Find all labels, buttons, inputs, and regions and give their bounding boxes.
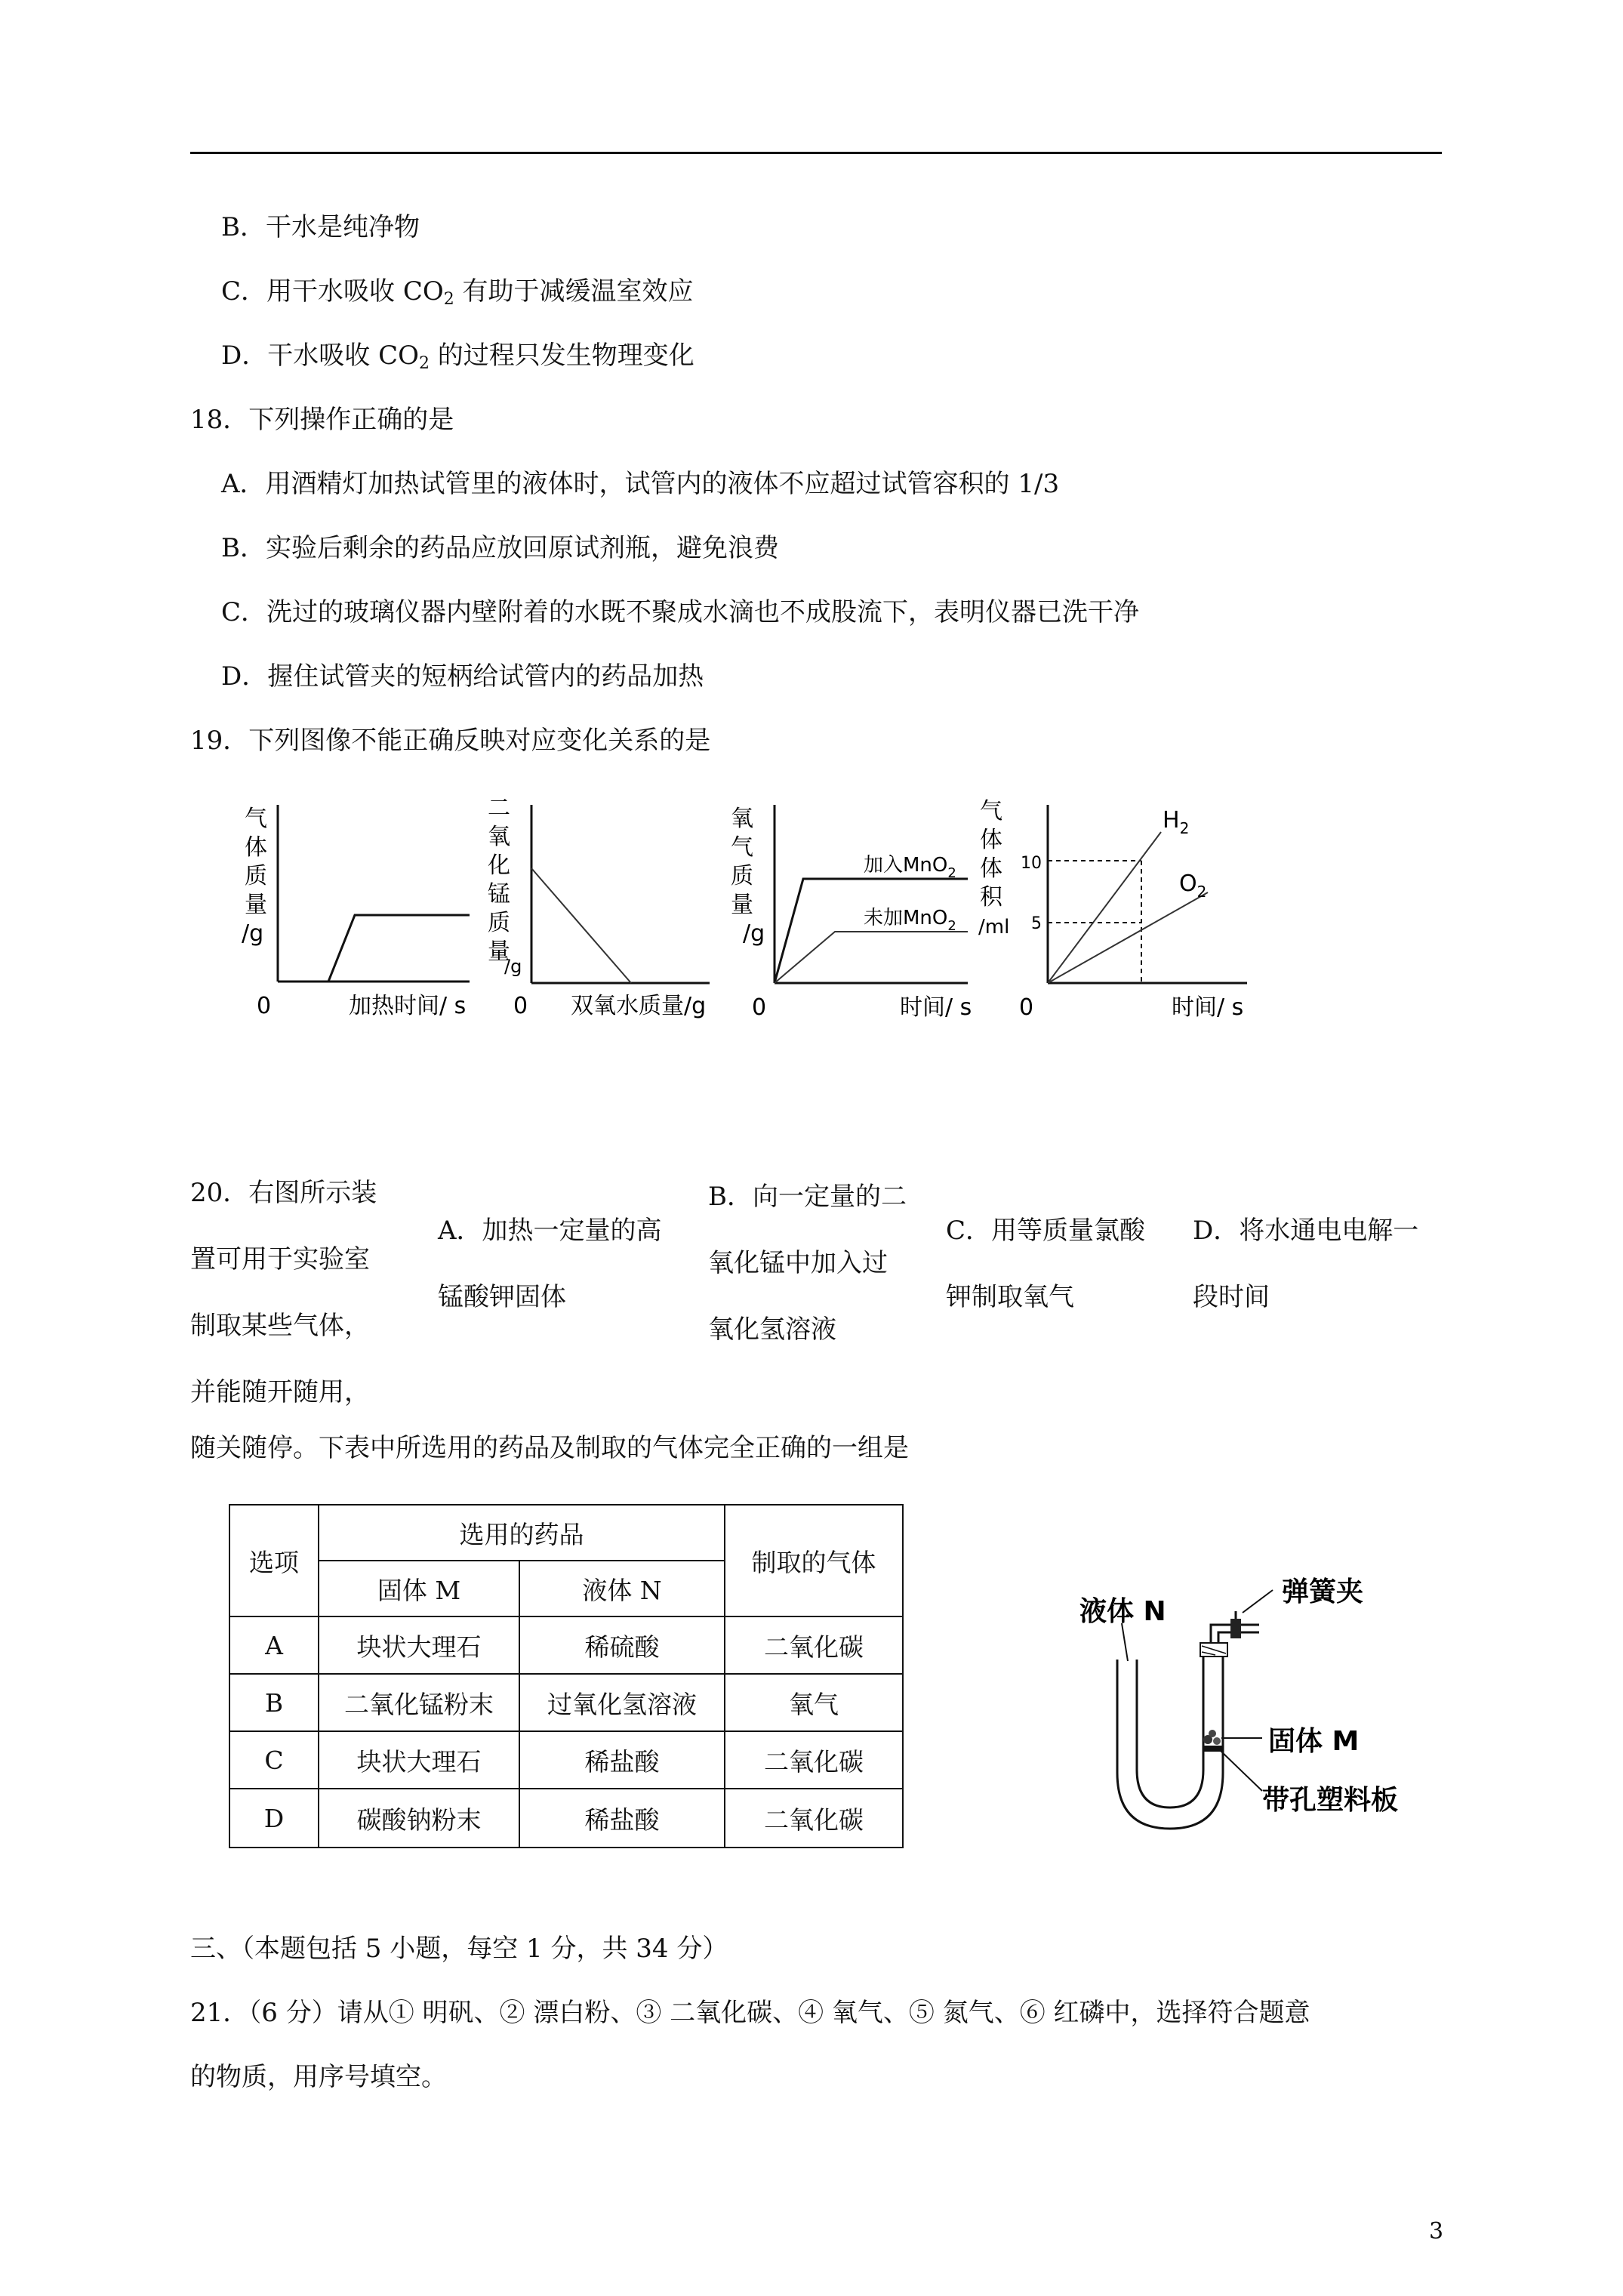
page-number: 3 bbox=[1429, 2218, 1444, 2245]
graph-2-ylabel-char: /g bbox=[504, 956, 522, 977]
graph-1-ylabel-char: 质 bbox=[245, 863, 267, 889]
graph-2-origin: 0 bbox=[513, 993, 528, 1019]
label-solid-m: 固体 M bbox=[1268, 1726, 1360, 1757]
q18-option-b: B．实验后剩余的药品应放回原试剂瓶，避免浪费 bbox=[221, 533, 779, 563]
graph-3-origin: 0 bbox=[752, 994, 767, 1021]
graph-3-curve-without-catalyst bbox=[775, 932, 968, 983]
graph-1-curve bbox=[278, 915, 470, 982]
u-tube-apparatus bbox=[1072, 1570, 1419, 1850]
q20-stem-tail: 随关随停。下表中所选用的药品及制取的气体完全正确的一组是 bbox=[190, 1433, 909, 1463]
graph-4-xlabel: 时间/ s bbox=[1172, 994, 1244, 1021]
q18-stem: 18．下列操作正确的是 bbox=[190, 405, 454, 435]
graph-2-ylabel-char: 量 bbox=[488, 938, 510, 965]
q19-caption-c: C．用等质量氯酸 钾制取氧气 bbox=[946, 1216, 1146, 1312]
graph-3-xlabel: 时间/ s bbox=[900, 994, 972, 1021]
graph-4-label-h2: $H_2$ bbox=[1163, 807, 1190, 837]
q17-option-b: B．干水是纯净物 bbox=[221, 212, 420, 242]
graph-2-ylabel-char: 氧 bbox=[488, 824, 510, 850]
graph-4-tick-10: 10 bbox=[1021, 854, 1042, 873]
graph-3-ylabel-char: 量 bbox=[731, 892, 753, 918]
q21-line-2: 的物质，用序号填空。 bbox=[190, 2062, 447, 2092]
graph-4-curve-h2 bbox=[1048, 832, 1161, 983]
graph-2-curve bbox=[531, 868, 631, 983]
graph-3-ylabel-char: /g bbox=[743, 920, 765, 947]
graph-1-ylabel-char: 气 bbox=[245, 806, 267, 832]
graph-3-ylabel-char: 质 bbox=[731, 863, 753, 889]
graph-2-ylabel-char: 锰 bbox=[488, 881, 510, 908]
graph-4-origin: 0 bbox=[1019, 994, 1034, 1021]
table-header-liquid: 液体 N bbox=[519, 1561, 725, 1616]
header-rule bbox=[190, 152, 1442, 154]
graph-1-ylabel-char: 体 bbox=[245, 834, 267, 861]
graph-3-ylabel bbox=[731, 806, 765, 947]
q18-option-a: A．用酒精灯加热试管里的液体时，试管内的液体不应超过试管容积的 1/3 bbox=[221, 469, 1060, 499]
label-perforated-plate: 带孔塑料板 bbox=[1262, 1785, 1399, 1816]
graph-2 bbox=[483, 793, 725, 1034]
label-liquid-n: 液体 N bbox=[1079, 1596, 1166, 1627]
table-row: D 碳酸钠粉末 稀盐酸 二氧化碳 bbox=[229, 1789, 903, 1848]
spring-clamp bbox=[1230, 1619, 1241, 1638]
graph-1 bbox=[226, 793, 476, 1034]
graph-4-curve-o2 bbox=[1048, 892, 1208, 983]
graph-2-ylabel-char: 二 bbox=[488, 795, 510, 821]
graph-4-ylabel-char: 体 bbox=[980, 855, 1002, 882]
graph-1-ylabel-char: /g bbox=[242, 920, 264, 947]
table-header-solid: 固体 M bbox=[319, 1561, 519, 1616]
q21-line-1: 21．（6 分）请从① 明矾、② 漂白粉、③ 二氧化碳、④ 氧气、⑤ 氮气、⑥ 红磷中，选择符合题意 bbox=[190, 1998, 1310, 2028]
graph-1-ylabel-char: 量 bbox=[245, 892, 267, 918]
section-3-heading: 三、（本题包括 5 小题，每空 1 分，共 34 分） bbox=[190, 1934, 728, 1964]
graph-4-ylabel bbox=[978, 798, 1009, 938]
q19-caption-d: D．将水通电电解一 段时间 bbox=[1193, 1216, 1419, 1312]
graph-3-ylabel-char: 气 bbox=[731, 834, 753, 861]
graph-2-ylabel-char: 化 bbox=[488, 852, 510, 879]
table-row: A 块状大理石 稀硫酸 二氧化碳 bbox=[229, 1616, 903, 1674]
label-spring-clamp: 弹簧夹 bbox=[1282, 1576, 1364, 1607]
graph-3 bbox=[726, 793, 983, 1034]
table-row: B 二氧化锰粉末 过氧化氢溶液 氧气 bbox=[229, 1674, 903, 1731]
graph-2-ylabel-char: 质 bbox=[488, 910, 510, 936]
q18-option-d: D．握住试管夹的短柄给试管内的药品加热 bbox=[221, 661, 704, 692]
graph-2-ylabel bbox=[488, 795, 522, 977]
table-header-option: 选项 bbox=[229, 1505, 319, 1616]
q19-caption-b: B．向一定量的二 氧化锰中加入过 氧化氢溶液 bbox=[708, 1182, 907, 1345]
graph-4-ylabel-char: 体 bbox=[980, 827, 1002, 853]
graph-1-ylabel bbox=[242, 806, 267, 947]
graph-3-ylabel-char: 氧 bbox=[731, 806, 753, 832]
graph-4-tick-5: 5 bbox=[1031, 914, 1042, 933]
graph-4 bbox=[974, 793, 1253, 1034]
graph-4-ylabel-char: 气 bbox=[980, 798, 1002, 824]
graph-4-label-o2: $O_2$ bbox=[1179, 871, 1207, 901]
graph-3-label-without-catalyst: 未加MnO$_2$ bbox=[864, 907, 956, 934]
q19-caption-a: A．加热一定量的高 锰酸钾固体 bbox=[438, 1216, 662, 1312]
graph-2-xlabel: 双氧水质量/g bbox=[571, 993, 707, 1019]
graph-4-ylabel-char: /ml bbox=[978, 916, 1010, 938]
graph-3-label-with-catalyst: 加入MnO$_2$ bbox=[864, 854, 956, 881]
graph-1-xlabel: 加热时间/ s bbox=[349, 993, 467, 1019]
q17-option-c: C．用干水吸收 $CO_2$ 有助于减缓温室效应 bbox=[221, 276, 694, 309]
q20-options-table bbox=[229, 1504, 904, 1848]
q20-stem: 20．右图所示装 置可用于实验室 制取某些气体， 并能随开随用， bbox=[190, 1178, 377, 1407]
table-header-chemicals: 选用的药品 bbox=[319, 1505, 725, 1561]
q17-option-d: D．干水吸收 $CO_2$ 的过程只发生物理变化 bbox=[221, 341, 694, 373]
graph-1-origin: 0 bbox=[257, 993, 272, 1019]
q18-option-c: C．洗过的玻璃仪器内壁附着的水既不聚成水滴也不成股流下，表明仪器已洗干净 bbox=[221, 597, 1140, 627]
table-header-gas: 制取的气体 bbox=[725, 1505, 903, 1616]
graph-4-ylabel-char: 积 bbox=[980, 884, 1002, 911]
table-row: C 块状大理石 稀盐酸 二氧化碳 bbox=[229, 1731, 903, 1789]
q19-stem: 19．下列图像不能正确反映对应变化关系的是 bbox=[190, 726, 711, 756]
